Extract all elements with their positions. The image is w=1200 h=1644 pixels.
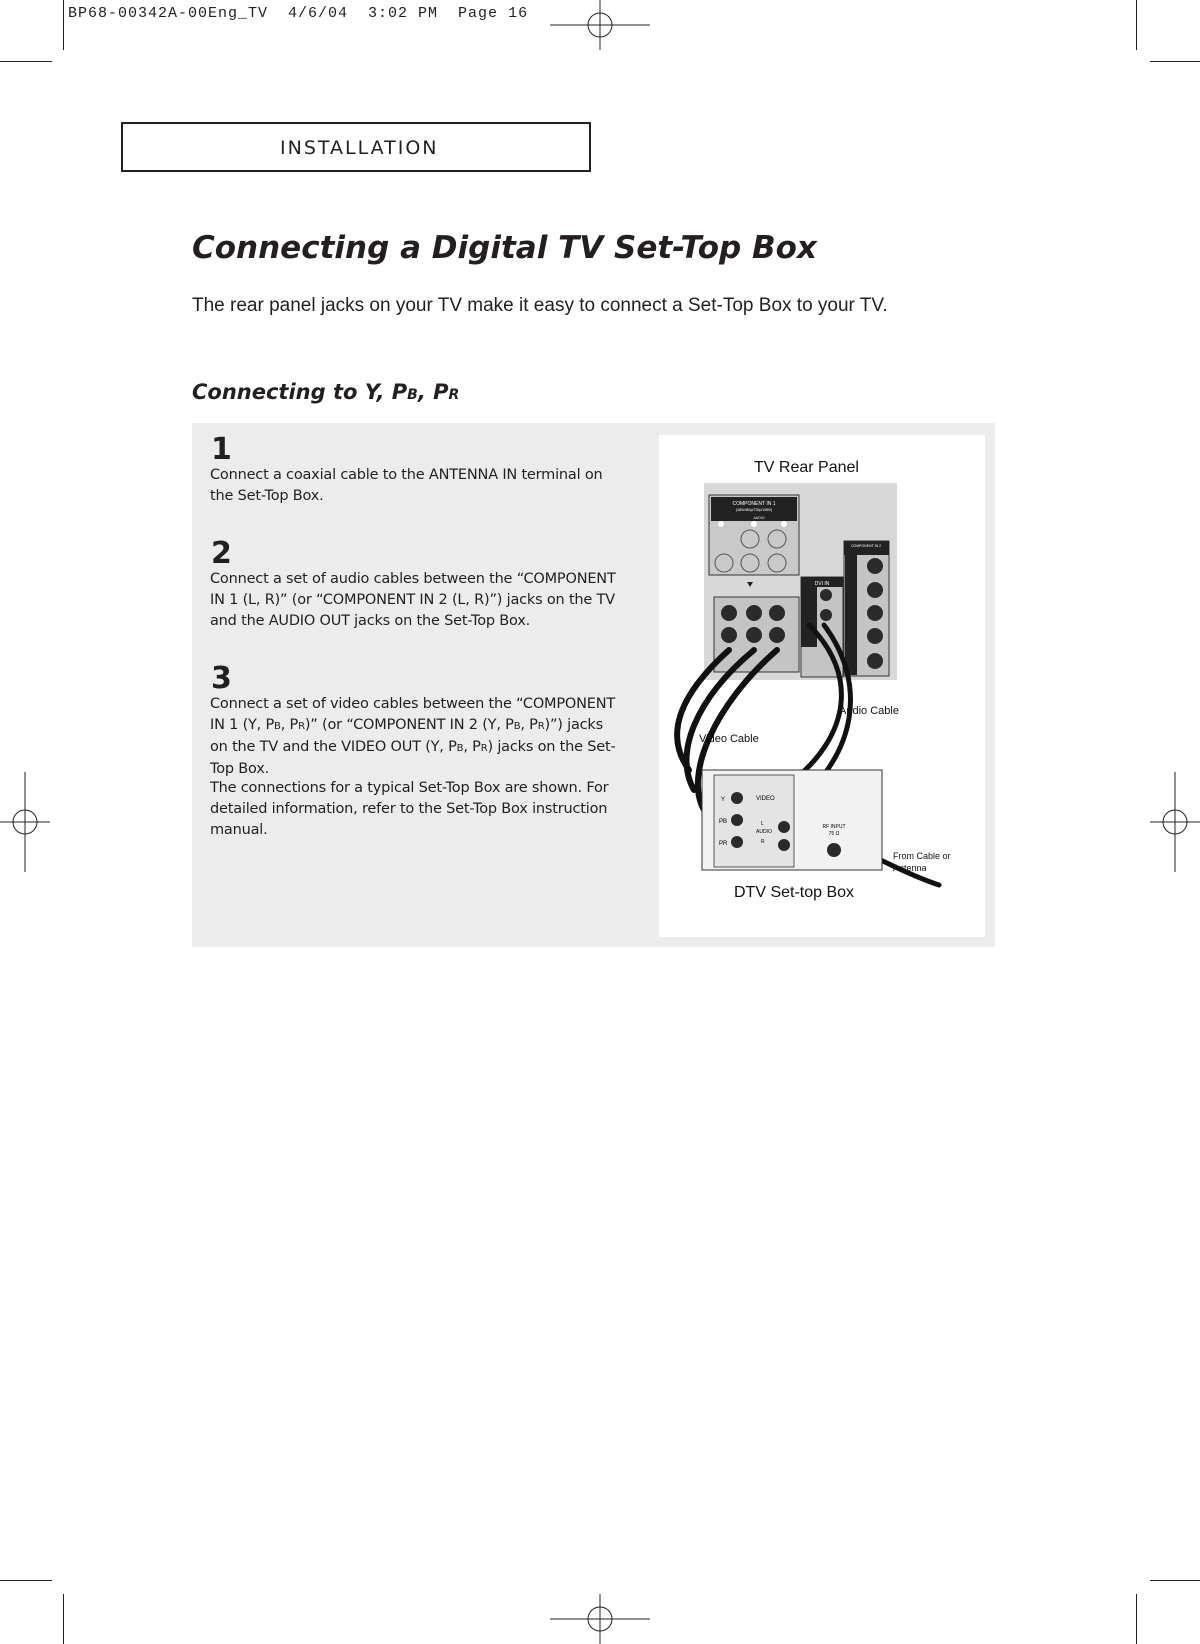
component-in-1-sub: (480i/480p/720p/1080i): [735, 508, 773, 512]
stb-y-label: Y: [721, 797, 726, 803]
component-in-1-label: COMPONENT IN 1: [732, 501, 776, 507]
dvi-in-label: DVI IN: [814, 581, 830, 587]
stb-r-label: R: [761, 839, 765, 845]
tv-rear-panel-label: TV Rear Panel: [754, 459, 859, 476]
dtv-set-top-box-label: DTV Set-top Box: [734, 884, 855, 901]
step-1-text: Connect a coaxial cable to the ANTENNA IN terminal on the Set-Top Box.: [210, 467, 603, 504]
step-2-number: 2: [211, 536, 232, 571]
section-label: INSTALLATION: [280, 137, 439, 159]
audio-cable-label: Audio Cable: [839, 705, 899, 717]
step-2-text: Connect a set of audio cables between the “COMPONENT IN 1 (L, R)” (or “COMPONENT IN 2 (L, R)”) jacks on the TV and the AUDIO OUT jacks on the Set-Top Box.: [210, 571, 616, 629]
component-in-2-label: COMPONENT IN 2: [850, 544, 882, 548]
step-3-number: 3: [211, 661, 232, 696]
stb-audio-label: AUDIO: [756, 829, 772, 835]
registration-mark-top: [548, 0, 652, 50]
stb-pb-label: PB: [719, 819, 728, 825]
rf-ohm-label: 75 Ω: [828, 831, 840, 837]
component-audio-label: AUDIO: [753, 516, 765, 520]
diagram-drawing: [659, 435, 985, 937]
rf-input-label: RF INPUT: [822, 824, 846, 830]
registration-mark-right: [1150, 772, 1200, 872]
page-title: Connecting a Digital TV Set-Top Box: [192, 230, 817, 266]
section-subheading: Connecting to Y, PB, PR: [192, 380, 460, 404]
stb-pr-label: PR: [719, 841, 728, 847]
stb-video-label: VIDEO: [756, 796, 775, 802]
from-cable-label-1: From Cable or: [893, 851, 951, 861]
video-cable-label: Video Cable: [699, 733, 759, 745]
printer-slug: BP68-00342A-00Eng_TV 4/6/04 3:02 PM Page 16: [68, 5, 529, 22]
step-3-text: Connect a set of video cables between the “COMPONENT IN 1 (Y, PB, PR)” (or “COMPONENT IN 2 (Y, PB, PR)”) jacks on the TV and the VIDEO OUT (Y, PB, PR) jacks on the Set-Top Box.: [210, 696, 616, 777]
note-text: The connections for a typical Set-Top Box are shown. For detailed information, refer to the Set-Top Box instruction manual.: [210, 780, 609, 838]
connection-diagram: [659, 435, 985, 937]
stb-l-label: L: [761, 821, 764, 827]
from-cable-label-2: Antenna: [893, 863, 927, 873]
step-1-number: 1: [211, 432, 232, 467]
intro-text: The rear panel jacks on your TV make it easy to connect a Set-Top Box to your TV.: [192, 295, 888, 316]
registration-mark-left: [0, 772, 50, 872]
registration-mark-bottom: [548, 1594, 652, 1644]
